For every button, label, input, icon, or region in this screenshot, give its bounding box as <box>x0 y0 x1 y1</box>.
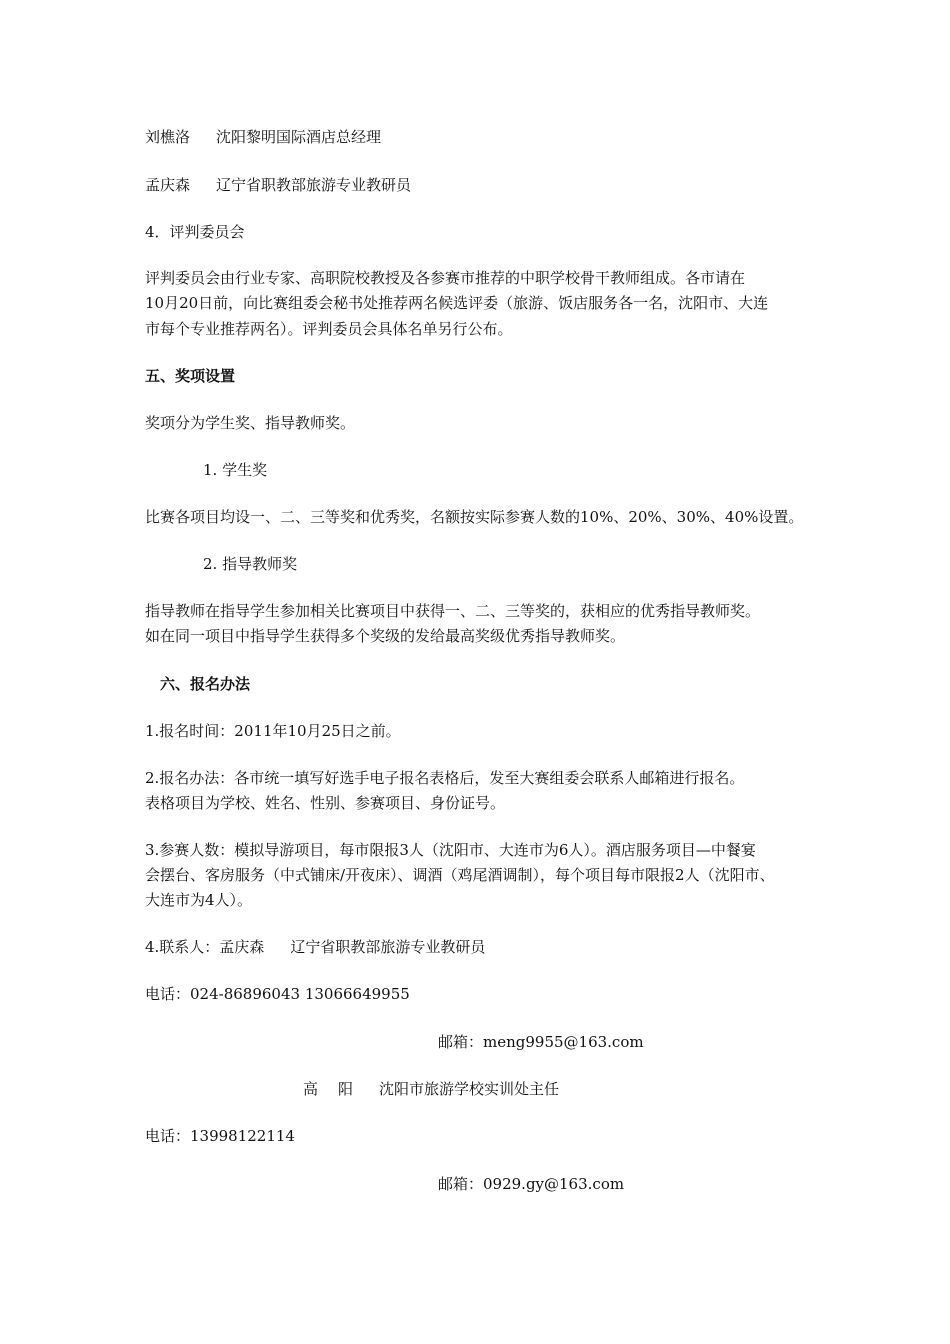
contact-name-char: 阳 <box>338 1080 354 1098</box>
section-heading-awards: 五、奖项设置 <box>145 367 236 385</box>
contact-row <box>145 937 485 957</box>
registration-count-line: 3.参赛人数：模拟导游项目，每市限报3人（沈阳市、大连市为6人）。酒店服务项目—中餐宴 <box>145 841 756 859</box>
contact-row <box>303 1079 559 1099</box>
contact-role: 沈阳市旅游学校实训处主任 <box>379 1080 560 1098</box>
awards-intro: 奖项分为学生奖、指导教师奖。 <box>145 414 356 432</box>
judging-heading: 4．评判委员会 <box>145 223 245 241</box>
registration-time: 1.报名时间：2011年10月25日之前。 <box>145 722 401 740</box>
registration-method-line: 表格项目为学校、姓名、性别、参赛项目、身份证号。 <box>145 794 506 812</box>
member-row <box>145 127 381 147</box>
registration-count-line: 会摆台、客房服务（中式铺床/开夜床）、调酒（鸡尾酒调制），每个项目每市限报2人（沈阳市、 <box>145 866 775 884</box>
contact-role: 辽宁省职教部旅游专业教研员 <box>290 938 486 956</box>
judging-paragraph-line: 评判委员会由行业专家、高职院校教授及各参赛市推荐的中职学校骨干教师组成。各市请在 <box>145 269 746 287</box>
member-name: 孟庆森 <box>145 176 191 194</box>
member-name: 刘樵洛 <box>145 128 191 146</box>
teacher-award-line: 如在同一项目中指导学生获得多个奖级的发给最高奖级优秀指导教师奖。 <box>145 627 626 645</box>
contact-phone: 电话：13998122114 <box>145 1127 295 1145</box>
teacher-award-line: 指导教师在指导学生参加相关比赛项目中获得一、二、三等奖的，获相应的优秀指导教师奖。 <box>145 602 761 620</box>
contact-phone: 电话：024-86896043 13066649955 <box>145 985 410 1003</box>
contact-email: 邮箱：0929.gy@163.com <box>438 1175 625 1193</box>
registration-method-line: 2.报名办法：各市统一填写好选手电子报名表格后，发至大赛组委会联系人邮箱进行报名。 <box>145 769 745 787</box>
contact-label: 4.联系人：孟庆森 <box>145 938 265 956</box>
student-award-heading: 1. 学生奖 <box>203 461 268 479</box>
contact-email: 邮箱：meng9955@163.com <box>438 1033 644 1051</box>
contact-name-char: 高 <box>303 1080 319 1098</box>
section-heading-registration: 六、报名办法 <box>160 675 251 693</box>
judging-paragraph-line: 市每个专业推荐两名）。评判委员会具体名单另行公布。 <box>145 320 513 338</box>
member-role: 辽宁省职教部旅游专业教研员 <box>216 176 412 194</box>
judging-paragraph-line: 10月20日前，向比赛组委会秘书处推荐两名候选评委（旅游、饭店服务各一名，沈阳市、大连 <box>145 294 769 312</box>
student-award-text: 比赛各项目均设一、二、三等奖和优秀奖，名额按实际参赛人数的10%、20%、30%、40%设置。 <box>145 508 804 526</box>
registration-count-line: 大连市为4人）。 <box>145 891 253 909</box>
member-row <box>145 175 411 195</box>
teacher-award-heading: 2. 指导教师奖 <box>203 555 298 573</box>
member-role: 沈阳黎明国际酒店总经理 <box>216 128 382 146</box>
